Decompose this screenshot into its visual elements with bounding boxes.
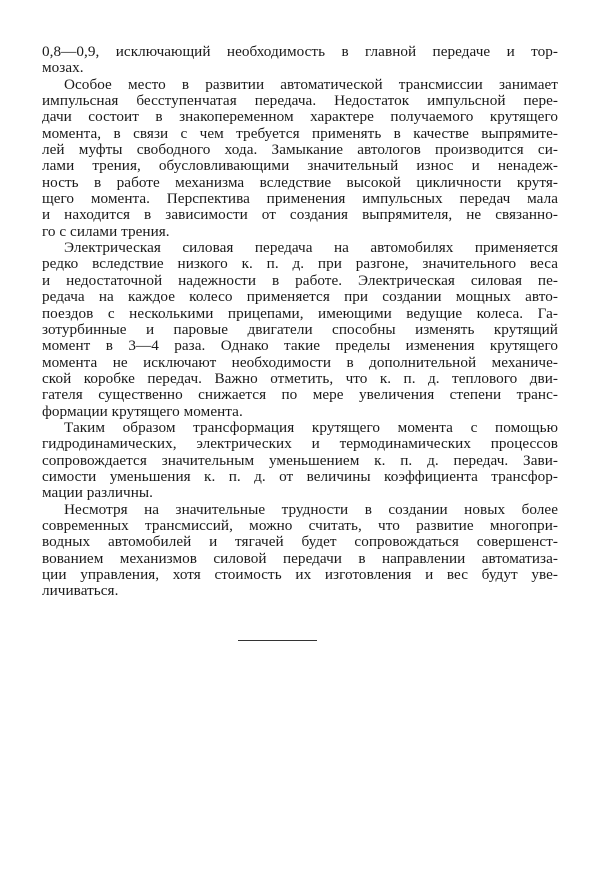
- text-line: гателя существенно снижается по мере увеличения степени транс-: [42, 386, 558, 404]
- text-line: момента, в связи с чем требуется применять в качестве выпрямите-: [42, 124, 558, 142]
- text-line: личиваться.: [42, 582, 119, 600]
- text-line: лей муфты свободного хода. Замыкание автологов производится си-: [42, 141, 558, 159]
- text-line: щего момента. Перспектива применения импульсных передач мала: [42, 190, 558, 208]
- text-line: момента не исключают необходимости в дополнительной механиче-: [42, 353, 558, 371]
- text-line: Электрическая силовая передача на автомобилях применяется: [64, 239, 558, 257]
- text-line: ции управления, хотя стоимость их изготовления и вес будут уве-: [42, 566, 558, 583]
- text-line: 0,8—0,9, исключающий необходимость в главной передаче и тор-: [42, 43, 558, 60]
- text-line: вованием механизмов силовой передачи в направлении автоматиза-: [42, 549, 558, 567]
- text-line: дачи состоит в знакопеременном характере получаемого крутящего: [42, 108, 558, 126]
- text-line: сопровождается значительным уменьшением к. п. д. передач. Зави-: [42, 451, 558, 469]
- text-line: водных автомобилей и тягачей будет сопровождаться совершенст-: [42, 533, 558, 551]
- text-line: и находится в зависимости от создания выпрямителя, не связанно-: [42, 206, 558, 224]
- text-line: лами трения, обусловливающими значительный износ и ненадеж-: [42, 157, 558, 175]
- text-line: современных трансмиссий, можно считать, что развитие многопри-: [42, 516, 558, 534]
- text-line: момент в 3—4 раза. Однако такие пределы изменения крутящего: [42, 337, 558, 355]
- text-line: Особое место в развитии автоматической трансмиссии занимает: [64, 75, 558, 93]
- text-line: Несмотря на значительные трудности в создании новых более: [64, 500, 558, 518]
- text-line: го с силами трения.: [42, 222, 170, 240]
- section-end-divider: [238, 640, 317, 641]
- text-line: ской коробке передач. Важно отметить, что к. п. д. теплового дви-: [42, 369, 558, 387]
- paragraph-torque-transformation: [42, 420, 558, 502]
- text-line: формации крутящего момента.: [42, 402, 243, 420]
- text-line: симости уменьшения к. п. д. от величины коэффициента трансфор-: [42, 467, 558, 485]
- document-page: [42, 44, 558, 600]
- paragraph-conclusion: [42, 502, 558, 600]
- paragraph-impulse-transmission: [42, 77, 558, 240]
- text-line: зотурбинные и паровые двигатели способны изменять крутящий: [42, 320, 558, 338]
- text-line: редача на каждое колесо применяется при создании мощных авто-: [42, 288, 558, 306]
- text-line: ность в работе механизма вследствие высокой цикличности крутя-: [42, 173, 558, 191]
- text-line: мозах.: [42, 59, 84, 77]
- text-line: поездов с несколькими прицепами, имеющими ведущие колеса. Га-: [42, 304, 558, 322]
- text-line: и недостаточной надежности в работе. Электрическая силовая пе-: [42, 271, 558, 289]
- paragraph-electric-transmission: [42, 240, 558, 420]
- text-line: Таким образом трансформация крутящего момента с помощью: [64, 418, 558, 436]
- text-line: мации различны.: [42, 484, 153, 502]
- paragraph-continuation: [42, 44, 558, 77]
- text-line: импульсная бесступенчатая передача. Недостаток импульсной пере-: [42, 92, 558, 110]
- text-line: гидродинамических, электрических и термодинамических процессов: [42, 435, 558, 453]
- text-line: редко вследствие низкого к. п. д. при разгоне, значительного веса: [42, 255, 558, 273]
